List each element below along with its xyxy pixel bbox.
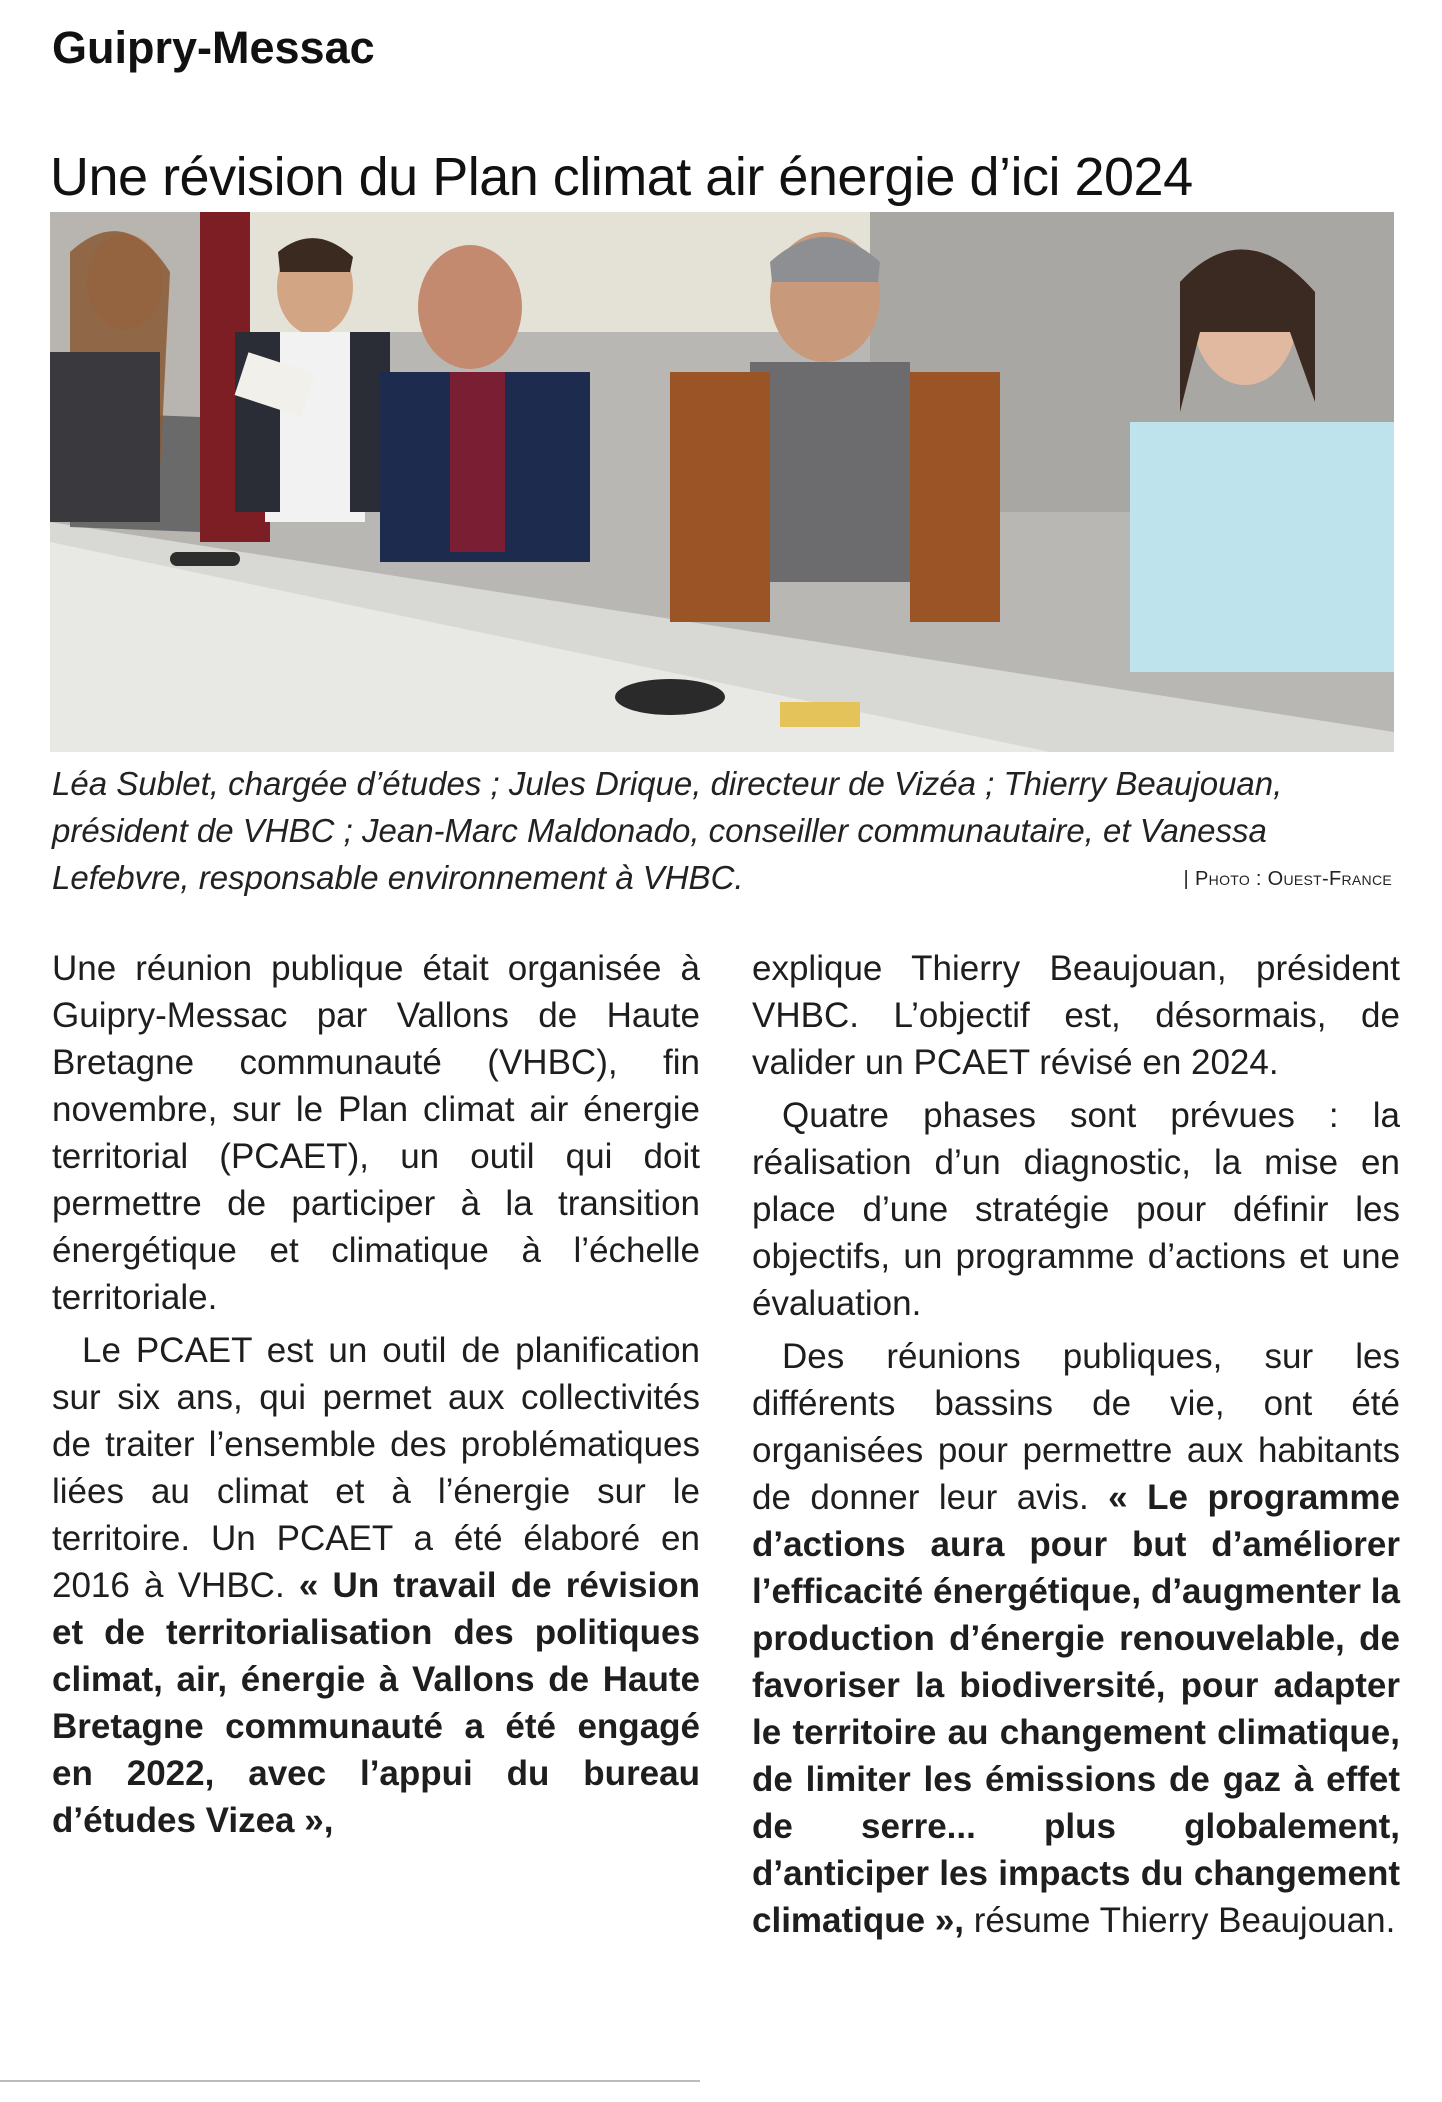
body-paragraph-5-quote: « Le programme d’actions aura pour but d’améliorer l’efficacité énergétique, d’augmenter la production d’énergie renouvelable, de favoriser la biodiversité, pour adapter le territoire au changement climatique, de limiter les émissions de gaz à effet de serre... plus globalement, d’anticiper les impacts du changement climatique », — [752, 1478, 1400, 1940]
section-kicker: Guipry-Messac — [52, 22, 375, 73]
page-divider — [0, 2080, 700, 2082]
meeting-photo-illustration — [50, 212, 1394, 752]
body-paragraph-1: Une réunion publique était organisée à Guipry-Messac par Vallons de Haute Bretagne communauté (VHBC), fin novembre, sur le Plan climat air énergie territorial (PCAET), un outil qui doit permettre de participer à la transition énergétique et climatique à l’échelle territoriale. — [52, 949, 700, 1317]
body-paragraph-2-text: Le PCAET est un outil de planification sur six ans, qui permet aux collectivités de traiter l’ensemble des problématiques liées au climat et à l’énergie sur le territoire. Un PCAET a été élaboré en 2016 à VHBC. — [52, 1331, 700, 1605]
body-paragraph-4: Quatre phases sont prévues : la réalisation d’un diagnostic, la mise en place d’une stratégie pour définir les objectifs, un programme d’actions et une évaluation. — [752, 1096, 1400, 1323]
article-headline: Une révision du Plan climat air énergie d’ici 2024 — [50, 147, 1193, 208]
body-paragraph-5 — [752, 1333, 1400, 1944]
photo-credit-text: Photo : Ouest-France — [1195, 868, 1392, 890]
photo-caption: Léa Sublet, chargée d’études ; Jules Drique, directeur de Vizéa ; Thierry Beaujouan, président de VHBC ; Jean-Marc Maldonado, conseiller communautaire, et Vanessa Lefebvre, responsable environnement à VHBC. — [52, 765, 1283, 896]
body-paragraph-5-end: résume Thierry Beaujouan. — [973, 1901, 1396, 1940]
article-column-right — [752, 945, 1400, 1944]
photo-credit: | Photo : Ouest-France — [1183, 868, 1392, 890]
article-column-left — [52, 945, 700, 1844]
body-paragraph-2-quote: « Un travail de révision et de territorialisation des politiques climat, air, énergie à Vallons de Haute Bretagne communauté a été engagé en 2022, avec l’appui du bureau d’études Vizea », — [52, 1566, 700, 1840]
body-paragraph-2 — [52, 1327, 700, 1844]
body-paragraph-3: explique Thierry Beaujouan, président VHBC. L’objectif est, désormais, de valider un PCAET révisé en 2024. — [752, 949, 1400, 1082]
article-photo — [50, 212, 1394, 752]
body-paragraph-5-text: Des réunions publiques, sur les différents bassins de vie, ont été organisées pour permettre aux habitants de donner leur avis. — [752, 1337, 1400, 1517]
